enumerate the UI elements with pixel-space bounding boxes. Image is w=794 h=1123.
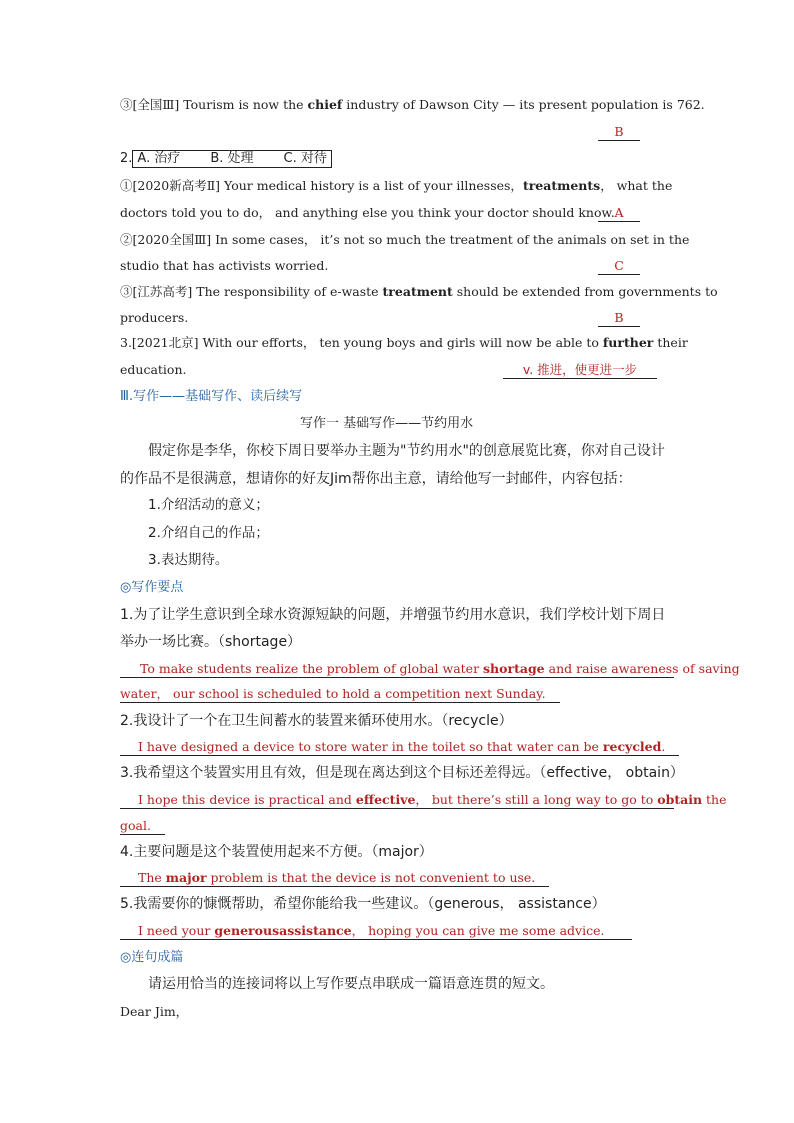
answer-line[interactable]	[120, 661, 740, 678]
question-number: 2.	[120, 151, 133, 166]
key-point-cn: 举办一场比赛。（shortage）	[120, 634, 302, 650]
options-box	[132, 150, 331, 168]
answer-line[interactable]	[120, 923, 632, 940]
question-line	[120, 97, 705, 113]
keyword: major	[165, 870, 207, 885]
question-text: 3.[2021北京] With our efforts， ten young boys and girls will now be able to	[120, 335, 603, 350]
question-text: ①[2020新高考Ⅱ] Your medical history is a list of your illnesses，	[120, 178, 523, 193]
link-prompt: 请运用恰当的连接词将以上写作要点串联成一篇语意连贯的短文。	[148, 976, 554, 992]
question-line	[120, 178, 672, 194]
option-a: A. 治疗	[137, 151, 181, 166]
question-line	[120, 335, 688, 351]
question-text: ③[江苏高考] The responsibility of e-waste	[120, 284, 383, 299]
answer-text: I hope this device is practical and	[138, 792, 356, 807]
option-b: B. 处理	[210, 151, 254, 166]
keyword: further	[602, 335, 654, 350]
prompt-line: 的作品不是很满意，想请你的好友Jim帮你出主意，请给他写一封邮件，内容包括：	[120, 471, 632, 487]
link-title: ◎连句成篇	[120, 950, 184, 965]
question-line: studio that has activists worried.	[120, 258, 329, 273]
answer-text: ， but there’s still a long way to go to	[415, 792, 658, 807]
section-subtitle: 写作一 基础写作——节约用水	[300, 416, 474, 431]
prompt-point: 3.表达期待。	[148, 552, 229, 568]
answer-text: the	[702, 792, 727, 807]
keyword: treatments	[522, 178, 601, 193]
keyword: generousassistance	[214, 923, 352, 938]
answer-blank[interactable]: B	[598, 124, 640, 141]
question-text: ， what the	[600, 178, 673, 193]
prompt-point: 1.介绍活动的意义；	[148, 497, 269, 513]
salutation: Dear Jim，	[120, 1004, 189, 1019]
answer-blank[interactable]: v. 推进，使更进一步	[503, 362, 657, 379]
answer-line[interactable]	[120, 870, 549, 887]
key-point-cn: 1.为了让学生意识到全球水资源短缺的问题，并增强节约用水意识，我们学校计划下周日	[120, 607, 666, 623]
key-point-cn: 4.主要问题是这个装置使用起来不方便。（major）	[120, 844, 433, 860]
key-point-cn: 3.我希望这个装置实用且有效，但是现在离达到这个目标还差得远。（effective， obtain）	[120, 765, 684, 781]
option-c: C. 对待	[283, 151, 327, 166]
key-point-cn: 2.我设计了一个在卫生间蓄水的装置来循环使用水。（recycle）	[120, 713, 513, 729]
keyword: effective	[355, 792, 416, 807]
answer-line[interactable]: goal.	[120, 818, 165, 835]
question-line	[120, 284, 718, 300]
answer-text: The	[138, 870, 166, 885]
answer-line[interactable]	[120, 739, 679, 756]
answer-line[interactable]: water， our school is scheduled to hold a competition next Sunday.	[120, 686, 560, 703]
key-points-title: ◎写作要点	[120, 580, 184, 595]
answer-blank[interactable]: C	[598, 258, 640, 275]
answer-text: and raise awareness of saving	[544, 661, 740, 676]
question-text: ③[全国Ⅲ] Tourism is now the	[120, 97, 308, 112]
answer-text: ， hoping you can give me some advice.	[351, 923, 605, 938]
options-line	[120, 150, 332, 168]
question-text: their	[653, 335, 688, 350]
answer-text: I have designed a device to store water in the toilet so that water can be	[138, 739, 603, 754]
answer-blank[interactable]: B	[598, 310, 640, 327]
prompt-point: 2.介绍自己的作品；	[148, 525, 269, 541]
question-text: should be extended from governments to	[452, 284, 718, 299]
answer-text: To make students realize the problem of global water	[140, 661, 484, 676]
keyword: recycled	[602, 739, 662, 754]
question-line: education.	[120, 362, 187, 377]
question-text: industry of Dawson City — its present population is 762.	[342, 97, 705, 112]
answer-text: problem is that the device is not convenient to use.	[206, 870, 536, 885]
keyword: shortage	[483, 661, 545, 676]
prompt-line: 假定你是李华，你校下周日要举办主题为"节约用水"的创意展览比赛，你对自己设计	[148, 443, 665, 459]
answer-blank[interactable]: A	[598, 205, 640, 222]
keyword: obtain	[657, 792, 703, 807]
keyword: treatment	[382, 284, 453, 299]
answer-text: .	[661, 739, 666, 754]
answer-line[interactable]	[120, 792, 727, 809]
answer-text: I need your	[138, 923, 215, 938]
key-point-cn: 5.我需要你的慷慨帮助，希望你能给我一些建议。（generous， assistance）	[120, 896, 606, 912]
section-title: Ⅲ.写作——基础写作、读后续写	[120, 389, 303, 404]
keyword: chief	[307, 97, 343, 112]
question-line: doctors told you to do， and anything else you think your doctor should know.	[120, 205, 615, 220]
question-line: ②[2020全国Ⅲ] In some cases， it’s not so much the treatment of the animals on set in the	[120, 232, 690, 247]
question-line: producers.	[120, 310, 189, 325]
